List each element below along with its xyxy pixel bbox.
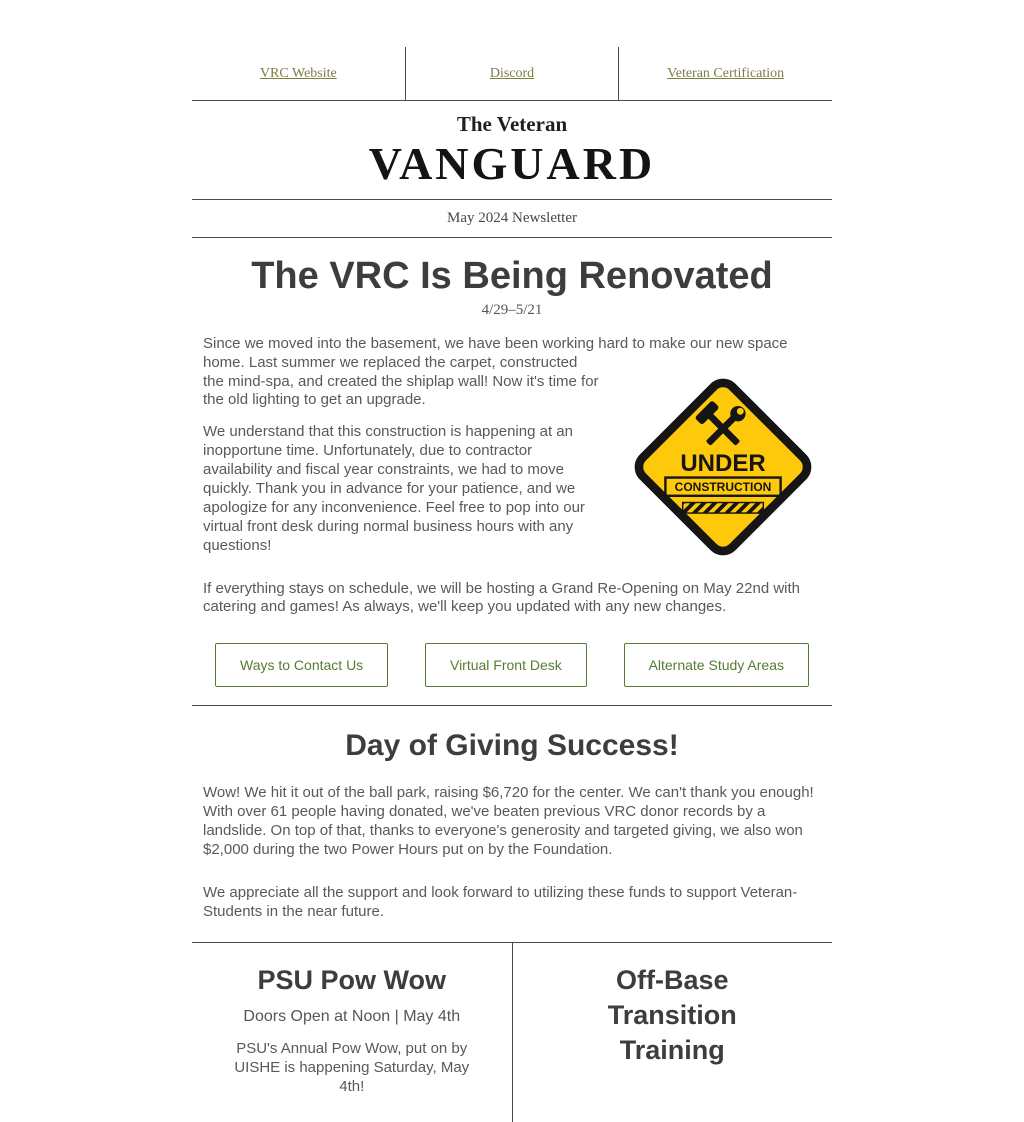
nav-item-veteran-certification[interactable]: Veteran Certification [618,47,832,100]
powwow-paragraph: PSU's Annual Pow Wow, put on by UISHE is happening Saturday, May 4th! [234,1039,470,1095]
giving-title: Day of Giving Success! [345,729,679,763]
sign-hatch-stripe [683,502,764,513]
newsletter-issue-date: May 2024 Newsletter [192,200,832,238]
giving-paragraph-1: Wow! We hit it out of the ball park, raising $6,720 for the center. We can't thank you enough! With over 61 people having donated, we've beaten previous VRC donor records by a landslide. On top of that, thanks to everyone's generosity and targeted giving, we also won $2,000 during the two Power Hours put on by the Foundation. [203,784,814,859]
powwow-subtitle: Doors Open at Noon | May 4th [243,1007,461,1025]
nav-item-vrc-website[interactable]: VRC Website [259,66,337,81]
under-construction-sign-graphic [627,371,819,563]
renovation-paragraph-2: We understand that this construction is happening at an inopportune time. Unfortunately, due to contractor availability and fiscal year constraints, we had to move quickly. Thank you in advance for your patience, and we apologize for any inconvenience. Feel free to pop into our virtual front desk during normal business hours with any questions! [203,423,585,554]
powwow-title: PSU Pow Wow [257,964,446,995]
section-divider [192,705,832,706]
renovation-section [192,254,832,687]
alternate-study-areas-button[interactable]: Alternate Study Areas [624,643,809,687]
transition-title: Off-Base Transition Training [607,964,737,1065]
renovation-body [192,335,832,618]
giving-paragraph-2: We appreciate all the support and look forward to utilizing these funds to support Veteran-Students in the near future. [203,883,798,920]
ways-to-contact-us-button[interactable]: Ways to Contact Us [215,643,388,687]
virtual-front-desk-button[interactable]: Virtual Front Desk [425,643,587,687]
transition-column [512,943,833,1122]
renovation-paragraph-1: Since we moved into the basement, we have been working hard to make our new space home. Last summer we replaced the carpet, constructed the mind-spa, and created the shiplap wall! Now it's time for the old lighting to get an upgrade. [203,334,788,409]
masthead-title: VANGUARD [368,138,656,190]
sign-text-under: UNDER [680,449,766,477]
giving-body [192,784,832,921]
giving-section [192,728,832,921]
renovation-paragraph-3: If everything stays on schedule, we will be hosting a Grand Re-Opening on May 22nd with catering and games! As always, we'll keep you updated with any new changes. [203,579,800,616]
masthead-pretitle: The Veteran [456,112,568,136]
renovation-dates: 4/29–5/21 [481,301,543,318]
newsletter-page [192,0,832,1122]
nav-item-discord[interactable]: Discord [405,47,619,100]
action-buttons-row [215,643,809,687]
renovation-title: The VRC Is Being Renovated [251,255,773,298]
events-section [192,942,832,1122]
sign-text-construction: CONSTRUCTION [674,479,772,494]
under-construction-sign [599,335,821,565]
top-nav [192,47,832,101]
powwow-column [192,943,512,1122]
masthead [192,101,832,200]
